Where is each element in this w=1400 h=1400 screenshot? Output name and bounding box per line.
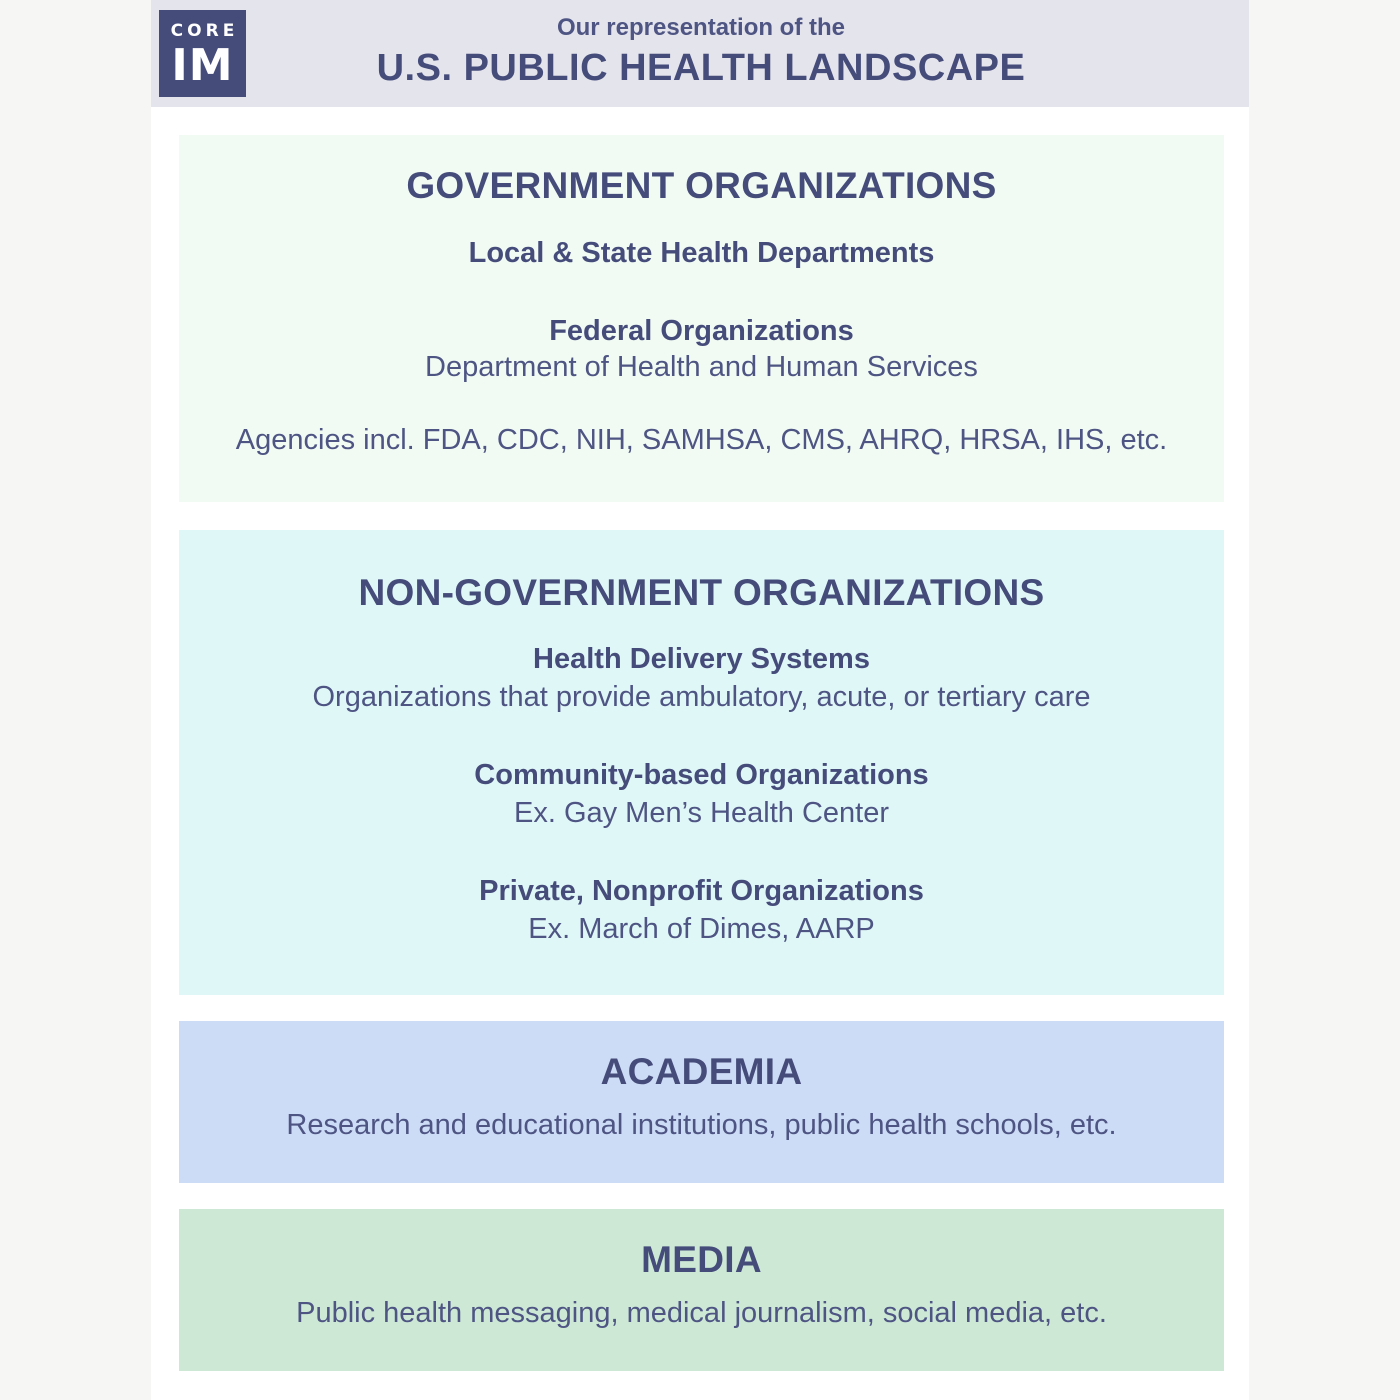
logo-text-top: CORE bbox=[170, 21, 239, 41]
academia-description: Research and educational institutions, public health schools, etc. bbox=[286, 1109, 1117, 1141]
academia-section bbox=[179, 1021, 1224, 1183]
academia-title: ACADEMIA bbox=[600, 1051, 803, 1092]
non-government-title: NON-GOVERNMENT ORGANIZATIONS bbox=[358, 572, 1045, 613]
media-title: MEDIA bbox=[641, 1239, 762, 1280]
community-based-organizations-heading: Community-based Organizations bbox=[474, 759, 929, 791]
infographic-page bbox=[151, 0, 1249, 1400]
header-subtitle: Our representation of the bbox=[556, 14, 846, 41]
federal-agencies-description: Agencies incl. FDA, CDC, NIH, SAMHSA, CMS, AHRQ, HRSA, IHS, etc. bbox=[235, 424, 1168, 456]
media-section bbox=[179, 1209, 1224, 1371]
header-banner bbox=[151, 0, 1249, 107]
federal-organizations-description: Department of Health and Human Services bbox=[425, 351, 978, 383]
health-delivery-systems-heading: Health Delivery Systems bbox=[533, 643, 870, 675]
private-nonprofit-organizations-heading: Private, Nonprofit Organizations bbox=[479, 875, 924, 907]
local-state-health-departments-heading: Local & State Health Departments bbox=[468, 237, 935, 269]
page-title: U.S. PUBLIC HEALTH LANDSCAPE bbox=[376, 47, 1026, 89]
logo-text-bottom: IM bbox=[171, 40, 234, 91]
media-description: Public health messaging, medical journalism, social media, etc. bbox=[296, 1297, 1107, 1329]
government-organizations-section bbox=[179, 135, 1224, 502]
community-based-organizations-description: Ex. Gay Men’s Health Center bbox=[513, 797, 890, 829]
private-nonprofit-organizations-description: Ex. March of Dimes, AARP bbox=[528, 913, 875, 945]
health-delivery-systems-description: Organizations that provide ambulatory, acute, or tertiary care bbox=[312, 681, 1091, 713]
non-government-organizations-section bbox=[179, 530, 1224, 995]
government-title: GOVERNMENT ORGANIZATIONS bbox=[406, 165, 997, 206]
federal-organizations-heading: Federal Organizations bbox=[549, 315, 854, 347]
